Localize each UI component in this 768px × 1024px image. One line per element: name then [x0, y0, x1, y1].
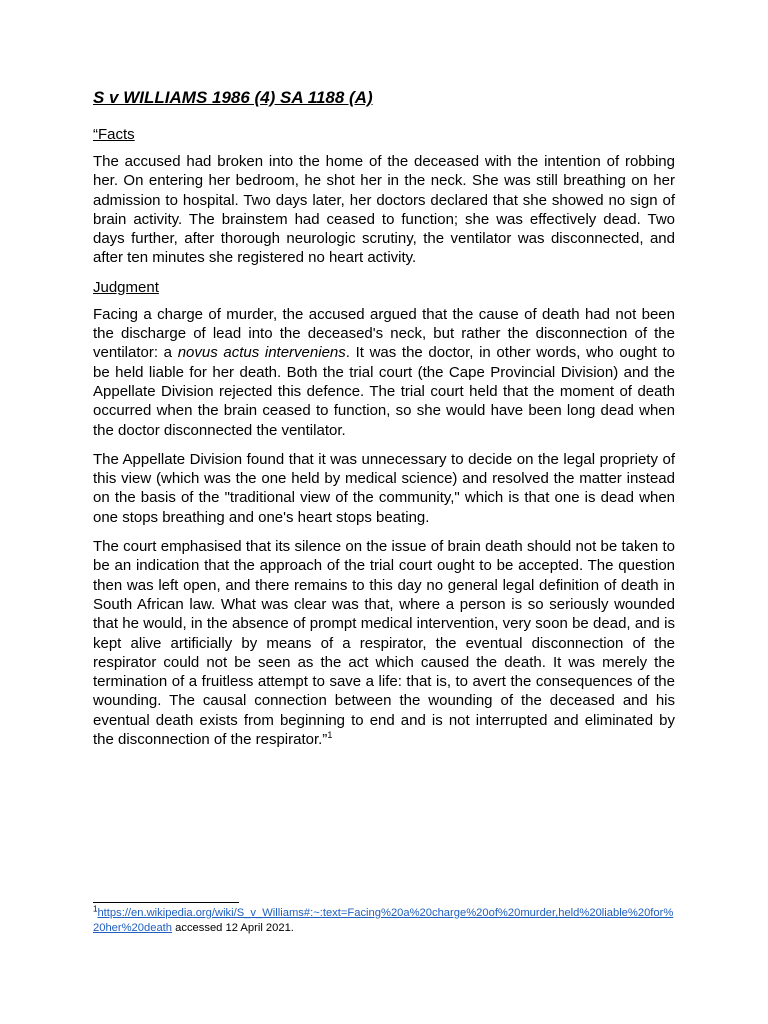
footnote-accessed: accessed 12 April 2021.	[172, 922, 294, 934]
judgment-paragraph-1	[93, 305, 675, 440]
footnote	[93, 906, 675, 936]
case-title: S v WILLIAMS 1986 (4) SA 1188 (A)	[93, 88, 373, 107]
judgment-p1-before: Facing a charge of murder, the accused argued that the cause of death had not been the discharge of lead into the deceased's neck, but rather the disconnection of the ventilator: a	[93, 305, 675, 362]
facts-paragraph: The accused had broken into the home of the deceased with the intention of robbing her. On entering her bedroom, he shot her in the neck. She was still breathing on her admission to hospital. Two days later, her doctors declared that she showed no sign of brain activity. The brainstem had ceased to function; she was effectively dead. Two days further, after thorough neurologic scrutiny, the ventilator was disconnected, and after ten minutes she registered no heart activity.	[93, 153, 675, 267]
facts-heading: “Facts	[93, 126, 135, 143]
judgment-paragraph-3	[93, 537, 675, 749]
judgment-paragraph-2: The Appellate Division found that it was unnecessary to decide on the legal propriety of this view (which was the one held by medical science) and resolved the matter instead on the basis of the "traditional view of the community," which is that one is dead when one stops breathing and one's heart stops beating.	[93, 450, 675, 526]
footnote-reference[interactable]: 1	[327, 730, 333, 741]
footnote-link[interactable]: https://en.wikipedia.org/wiki/S_v_Williams#:~:text=Facing%20a%20charge%20of%20murder,held%20liable%20for%20her%20death	[93, 907, 674, 934]
novus-actus-term: novus actus interveniens	[177, 344, 346, 362]
document-body	[93, 88, 675, 759]
footnote-number: 1	[93, 904, 98, 914]
judgment-heading: Judgment	[93, 278, 159, 296]
footnote-separator	[93, 902, 239, 903]
judgment-p3-text: The court emphasised that its silence on the issue of brain death should not be taken to be an indication that the approach of the trial court ought to be accepted. The question then was left open, and there remains to this day no general legal definition of death in South African law. What was clear was that, where a person is so seriously wounded that he would, in the absence of prompt medical intervention, very soon be dead, and is kept alive artificially by means of a respirator, the eventual disconnection of the respirator could not be seen as the act which caused the death. It was merely the termination of a fruitless attempt to save a life: that is, to avert the consequences of the wounding. The causal connection between the wounding of the deceased and his eventual death exists from beginning to end and is not interrupted and eliminated by the disconnection of the respirator.”	[93, 538, 675, 749]
judgment-p1-after: . It was the doctor, in other words, who ought to be held liable for her death. Both the trial court (the Cape Provincial Division) and the Appellate Division rejected this defence. The trial court held that the moment of death occurred when the brain ceased to function, so she would have been long dead when the doctor disconnected the ventilator.	[93, 344, 675, 439]
